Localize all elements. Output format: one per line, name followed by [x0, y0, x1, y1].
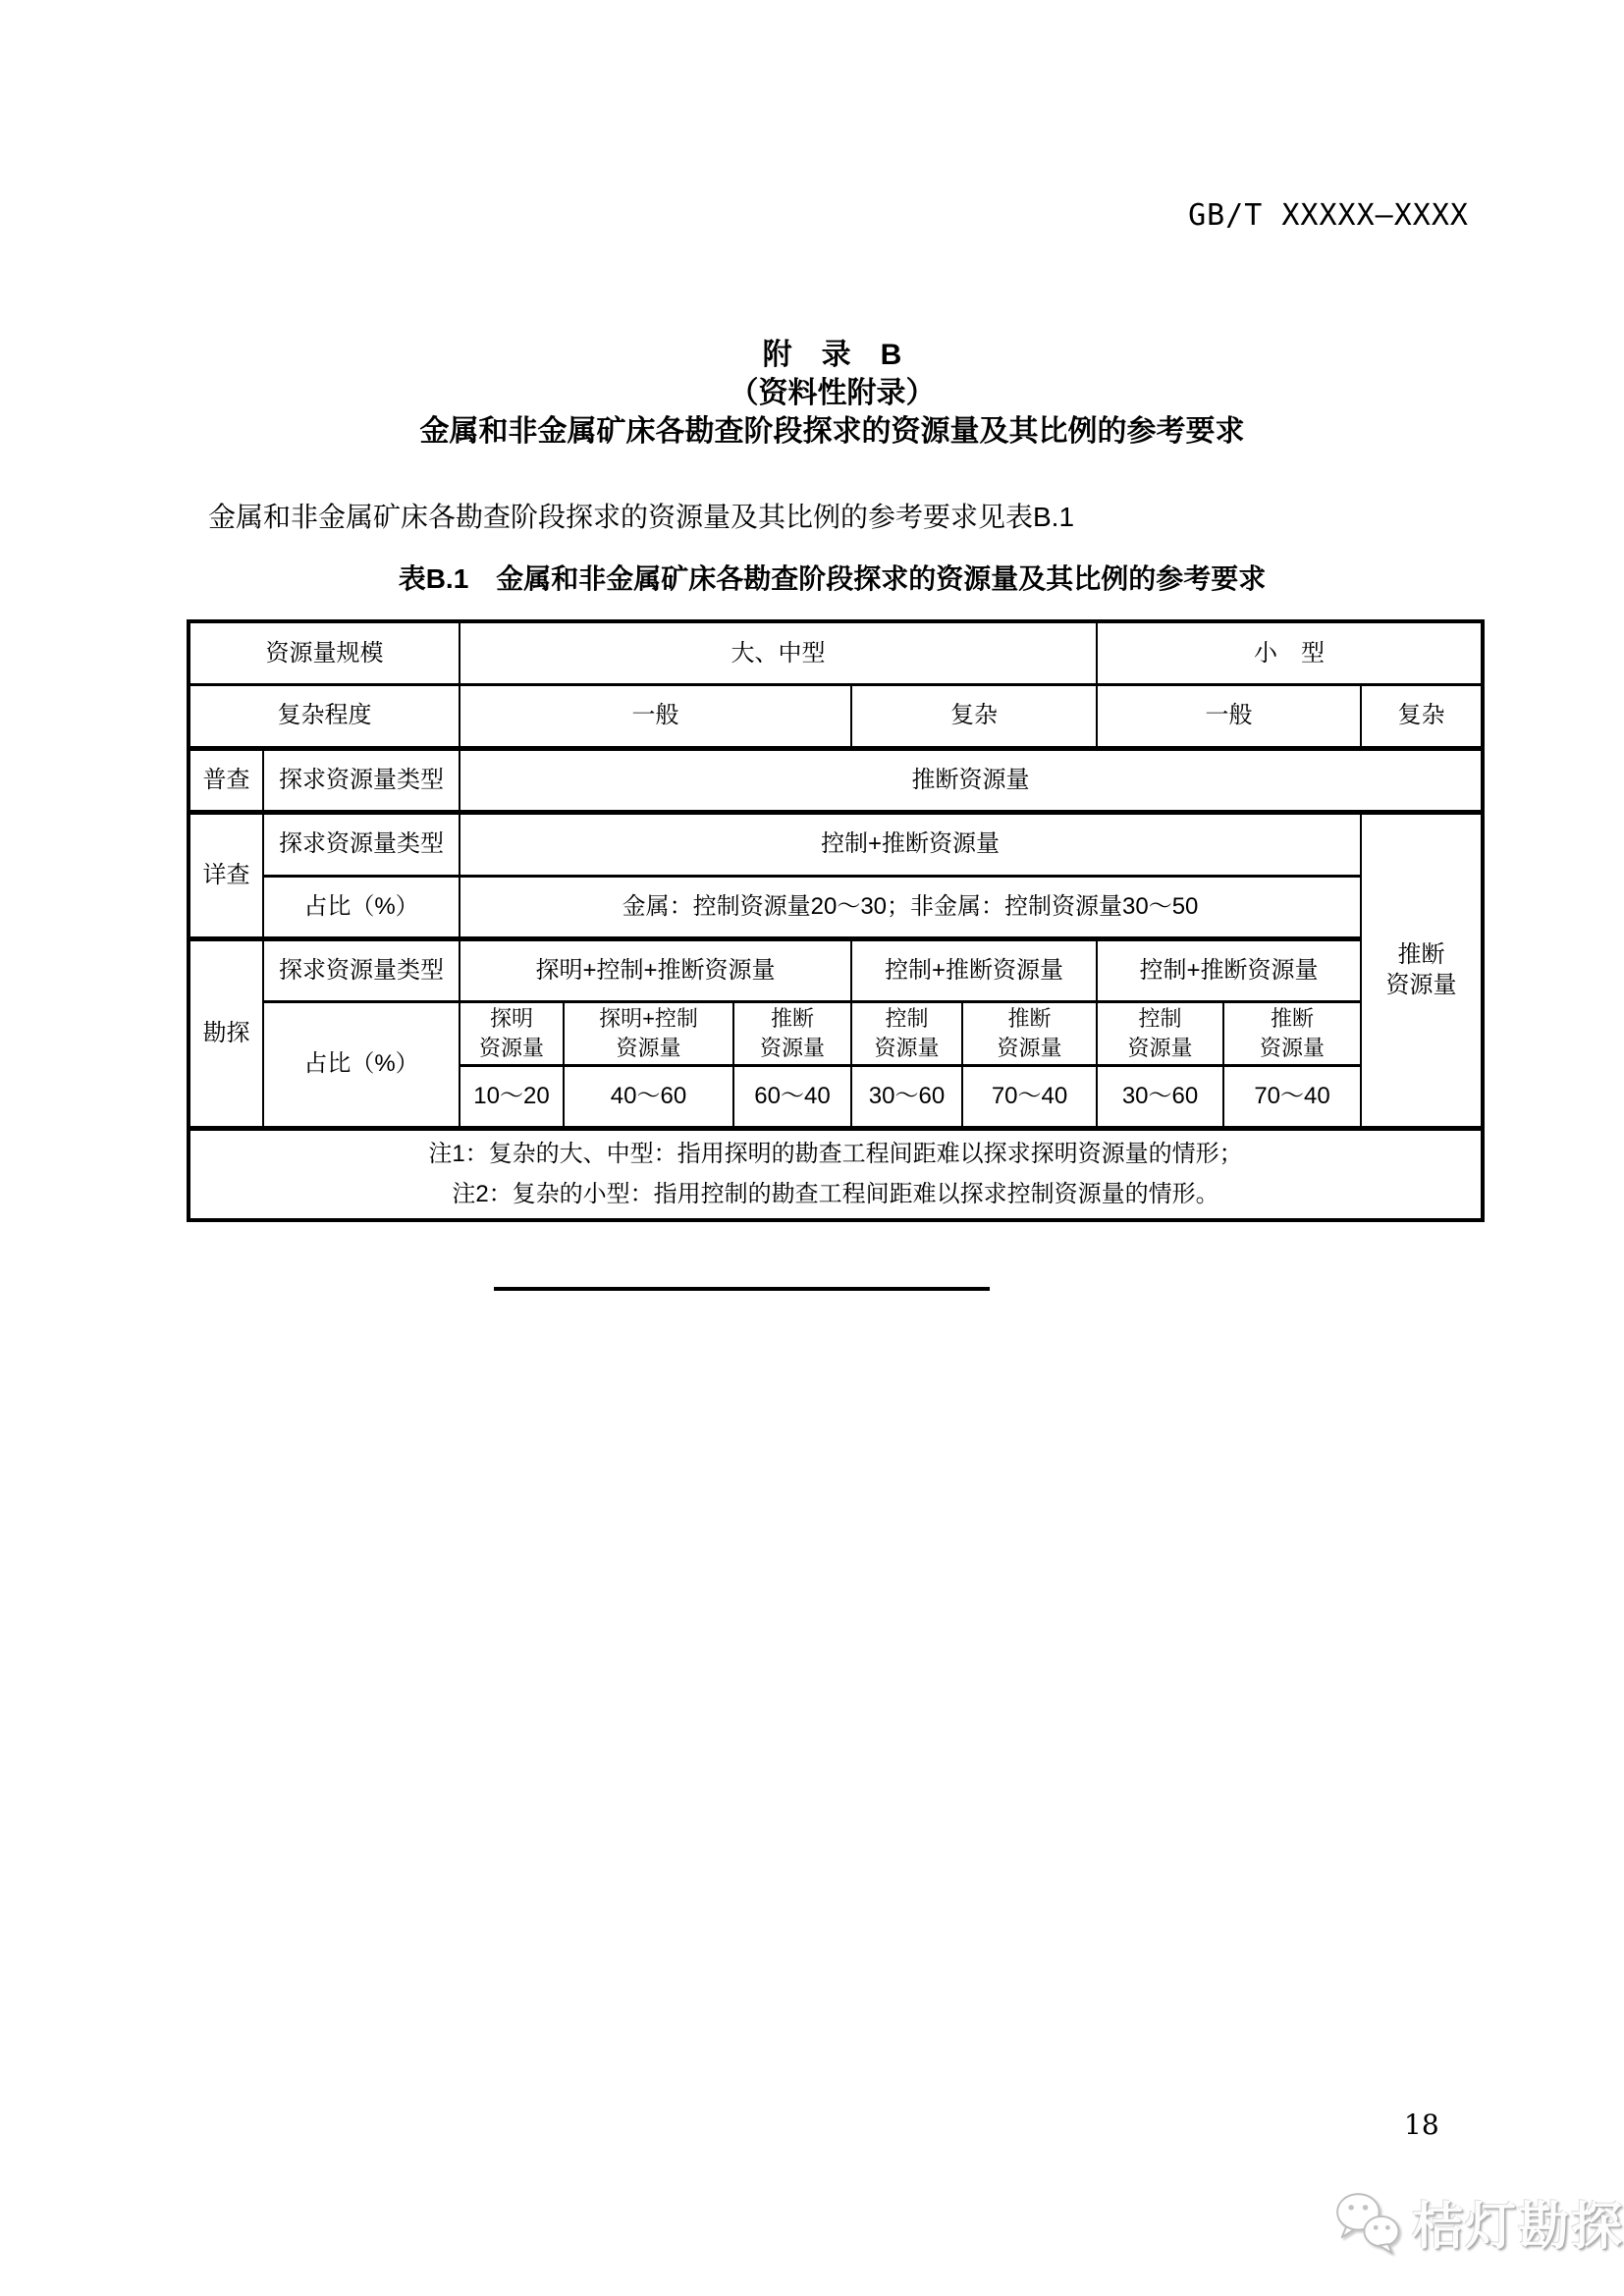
cell-subhead-3 — [851, 1001, 962, 1065]
cell-stage-kantan: 勘探 — [189, 938, 263, 1128]
cell-pucha-type-label: 探求资源量类型 — [263, 748, 460, 812]
cell-subhead-0 — [460, 1001, 564, 1065]
cell-value-0: 10～20 — [460, 1065, 564, 1128]
cell-scale-large: 大、中型 — [460, 621, 1097, 684]
end-divider-rule — [494, 1287, 990, 1291]
standard-code: GB/T XXXXX—XXXX — [1188, 198, 1469, 233]
cell-scale-small: 小 型 — [1097, 621, 1483, 684]
cell-complexity-2: 一般 — [1097, 684, 1361, 748]
note-1: 注1：复杂的大、中型：指用探明的勘查工程间距难以探求探明资源量的情形； — [428, 1141, 1243, 1168]
row-kantan-type — [189, 938, 1483, 1001]
intro-paragraph: 金属和非金属矿床各勘查阶段探求的资源量及其比例的参考要求见表B.1 — [208, 502, 1075, 532]
cell-line: 资源量 — [759, 1035, 825, 1060]
cell-value-4: 70～40 — [962, 1065, 1097, 1128]
cell-subhead-5 — [1097, 1001, 1223, 1065]
cell-line: 探明+控制 — [599, 1005, 698, 1031]
cell-kantan-type-2: 控制+推断资源量 — [1097, 938, 1361, 1001]
row-scale — [189, 621, 1483, 684]
cell-line: 资源量 — [478, 1035, 544, 1060]
cell-stage-pucha: 普查 — [189, 748, 263, 812]
cell-line: 控制 — [885, 1005, 929, 1031]
row-xiangcha-ratio — [189, 876, 1483, 938]
cell-value-5: 30～60 — [1097, 1065, 1223, 1128]
cell-complexity-0: 一般 — [460, 684, 851, 748]
cell-line: 资源量 — [1127, 1035, 1193, 1060]
row-pucha — [189, 748, 1483, 812]
cell-xiangcha-type-value: 控制+推断资源量 — [460, 812, 1361, 876]
cell-xiangcha-type-label: 探求资源量类型 — [263, 812, 460, 876]
cell-scale-label: 资源量规模 — [189, 621, 460, 684]
cell-value-6: 70～40 — [1223, 1065, 1361, 1128]
cell-line: 资源量 — [997, 1035, 1062, 1060]
appendix-title: 附 录 B — [762, 339, 902, 371]
watermark — [1331, 2185, 1624, 2259]
cell-line: 资源量 — [616, 1035, 681, 1060]
cell-xiangcha-ratio-label: 占比（%） — [263, 876, 460, 938]
cell-subhead-1 — [564, 1001, 733, 1065]
cell-kantan-type-0: 探明+控制+推断资源量 — [460, 938, 851, 1001]
row-complexity — [189, 684, 1483, 748]
cell-line: 推断 — [1397, 940, 1445, 968]
row-xiangcha-type — [189, 812, 1483, 876]
cell-value-2: 60～40 — [733, 1065, 851, 1128]
cell-line: 资源量 — [1385, 972, 1457, 998]
table-caption: 表B.1 金属和非金属矿床各勘查阶段探求的资源量及其比例的参考要求 — [398, 563, 1267, 594]
cell-complexity-1: 复杂 — [851, 684, 1097, 748]
cell-kantan-ratio-label: 占比（%） — [263, 1001, 460, 1128]
cell-complexity-3: 复杂 — [1361, 684, 1483, 748]
cell-subhead-6 — [1223, 1001, 1361, 1065]
cell-xiangcha-ratio-value: 金属：控制资源量20～30；非金属：控制资源量30～50 — [460, 876, 1361, 938]
resource-requirement-table — [187, 619, 1485, 1222]
note-2: 注2：复杂的小型：指用控制的勘查工程间距难以探求控制资源量的情形。 — [452, 1181, 1219, 1208]
cell-kantan-type-label: 探求资源量类型 — [263, 938, 460, 1001]
cell-inferred-column — [1361, 812, 1483, 1128]
table-notes — [189, 1128, 1483, 1220]
cell-subhead-2 — [733, 1001, 851, 1065]
cell-line: 探明 — [489, 1005, 533, 1031]
row-notes — [189, 1128, 1483, 1220]
cell-line: 推断 — [1271, 1005, 1315, 1031]
cell-value-1: 40～60 — [564, 1065, 733, 1128]
cell-line: 资源量 — [1260, 1035, 1326, 1060]
cell-subhead-4 — [962, 1001, 1097, 1065]
wechat-icon — [1331, 2188, 1406, 2257]
page-number: 18 — [1404, 2109, 1439, 2141]
row-kantan-subheads — [189, 1001, 1483, 1065]
cell-line: 推断 — [1007, 1005, 1052, 1031]
watermark-brand: 桔灯勘探 — [1412, 2199, 1624, 2256]
cell-kantan-type-1: 控制+推断资源量 — [851, 938, 1097, 1001]
appendix-heading: 金属和非金属矿床各勘查阶段探求的资源量及其比例的参考要求 — [419, 415, 1245, 448]
cell-pucha-type-value: 推断资源量 — [460, 748, 1483, 812]
cell-line: 推断 — [770, 1005, 814, 1031]
cell-line: 控制 — [1138, 1005, 1182, 1031]
appendix-subtitle: （资料性附录） — [729, 377, 936, 409]
cell-line: 资源量 — [874, 1035, 940, 1060]
cell-complexity-label: 复杂程度 — [189, 684, 460, 748]
cell-stage-xiangcha: 详查 — [189, 812, 263, 938]
cell-value-3: 30～60 — [851, 1065, 962, 1128]
